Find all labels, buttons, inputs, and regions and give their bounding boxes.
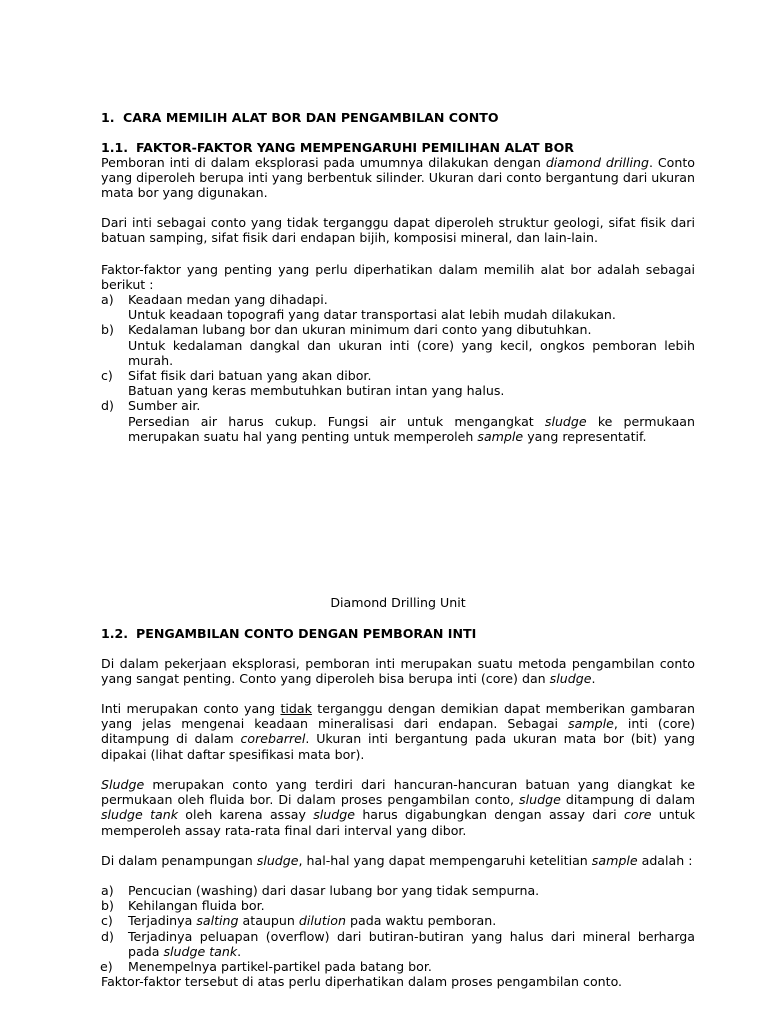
text-run: , inti (core) ditampung di dalam xyxy=(101,716,695,747)
italic-term: sample xyxy=(591,853,638,868)
section-1-2-paragraph-3 xyxy=(101,777,695,838)
italic-term: sludge tank xyxy=(163,943,238,959)
section-1-1-list xyxy=(101,292,695,444)
text-run: ditampung di dalam xyxy=(560,792,695,808)
list-item xyxy=(101,292,695,322)
text-run: Pemboran inti di dalam eksplorasi pada umumnya dilakukan dengan xyxy=(101,155,546,170)
list-marker: d) xyxy=(101,928,114,944)
list-item-description xyxy=(128,414,695,444)
list-item-text: Pencucian (washing) dari dasar lubang bor yang tidak sempurna. xyxy=(128,883,540,898)
list-marker: c) xyxy=(101,913,113,929)
list-item-text xyxy=(128,929,695,959)
section-1-1-paragraph-1 xyxy=(101,155,695,201)
list-item-description: Batuan yang keras membutuhkan butiran intan yang halus. xyxy=(128,383,505,399)
italic-term: sludge xyxy=(256,853,299,868)
list-item xyxy=(101,368,695,398)
text-run: ke permukaan merupakan suatu hal yang penting untuk memperoleh xyxy=(128,413,695,444)
text-run: oleh karena assay xyxy=(178,807,314,823)
italic-term: core xyxy=(623,807,652,823)
text-run: . Ukuran inti bergantung pada ukuran mata bor (bit) yang dipakai (lihat daftar spesifikasi mata bor). xyxy=(101,731,695,762)
text-run: pada waktu pemboran. xyxy=(345,913,497,929)
section-1-2-heading xyxy=(101,626,695,641)
underlined-term: tidak xyxy=(280,701,312,716)
list-marker: c) xyxy=(101,368,113,384)
list-item xyxy=(101,959,695,974)
text-run: Di dalam pekerjaan eksplorasi, pemboran inti merupakan suatu metoda pengambilan conto yang sangat penting. Conto yang diperoleh bisa berupa inti (core) dan xyxy=(101,656,695,687)
section-1-2-paragraph-2 xyxy=(101,701,695,762)
list-item-title: Sifat fisik dari batuan yang akan dibor. xyxy=(128,368,372,384)
list-marker: a) xyxy=(101,883,114,898)
list-marker: b) xyxy=(101,322,114,338)
italic-term: sludge xyxy=(313,807,356,823)
list-item-description: Untuk keadaan topografi yang datar transportasi alat lebih mudah dilakukan. xyxy=(128,307,616,323)
closing-sentence: Faktor-faktor tersebut di atas perlu diperhatikan dalam proses pengambilan conto. xyxy=(101,974,623,990)
italic-term: sludge xyxy=(519,792,561,808)
list-item xyxy=(101,898,695,913)
list-marker: a) xyxy=(101,292,114,307)
section-1-1-number: 1.1. xyxy=(101,140,129,155)
italic-term: diamond drilling xyxy=(545,155,649,170)
section-1-1-title: FAKTOR-FAKTOR YANG MEMPENGARUHI PEMILIHAN ALAT BOR xyxy=(136,140,574,155)
text-run: untuk memperoleh assay rata-rata final dari interval yang dibor. xyxy=(101,807,695,838)
section-1-2-paragraph-1 xyxy=(101,656,695,686)
italic-term: sludge tank xyxy=(101,807,178,823)
section-1-1-heading xyxy=(101,140,695,155)
list-item-title: Sumber air. xyxy=(128,398,201,414)
text-run: adalah : xyxy=(637,853,693,868)
section-1-2-title: PENGAMBILAN CONTO DENGAN PEMBORAN INTI xyxy=(136,626,477,641)
text-run: ataupun xyxy=(238,913,299,929)
text-run: harus digabungkan dengan assay dari xyxy=(355,807,624,823)
italic-term: Sludge xyxy=(101,777,145,792)
list-item-title: Kedalaman lubang bor dan ukuran minimum dari conto yang dibutuhkan. xyxy=(128,322,592,338)
italic-term: sludge xyxy=(544,413,587,429)
italic-term: sludge xyxy=(549,671,592,687)
list-item-title: Keadaan medan yang dihadapi. xyxy=(128,292,328,307)
text-run: yang representatif. xyxy=(523,428,647,444)
text-run: terganggu dengan demikian dapat memberikan gambaran yang jelas mengenai keadaan mineralisasi dari endapan. Sebagai xyxy=(101,701,695,732)
list-item xyxy=(101,398,695,444)
italic-term: dilution xyxy=(298,913,346,929)
italic-term: corebarrel xyxy=(240,731,306,747)
section-1-2-number: 1.2. xyxy=(101,626,129,641)
text-run: Persedian air harus cukup. Fungsi air untuk mengangkat xyxy=(128,413,545,429)
section-1-number: 1. xyxy=(101,110,115,125)
section-1-1-paragraph-2: Dari inti sebagai conto yang tidak terganggu dapat diperoleh struktur geologi, sifat fisik dari batuan samping, sifat fisik dari endapan bijih, komposisi mineral, dan lain-lain. xyxy=(101,215,695,246)
text-run: . Conto yang diperoleh berupa inti yang berbentuk silinder. Ukuran dari conto bergantung dari ukuran mata bor yang digunakan. xyxy=(101,155,695,201)
text-run: Terjadinya peluapan (overflow) dari butiran-butiran yang halus dari mineral berharga pada xyxy=(128,928,695,959)
section-1-1-paragraph-3: Faktor-faktor yang penting yang perlu diperhatikan dalam memilih alat bor adalah sebagai berikut : xyxy=(101,262,695,293)
list-item xyxy=(101,883,695,898)
text-run: Terjadinya xyxy=(128,913,197,929)
list-item-text: Menempelnya partikel-partikel pada batang bor. xyxy=(128,959,432,975)
section-1-2-list xyxy=(101,883,695,989)
list-item xyxy=(101,913,695,928)
section-1-2-paragraph-4 xyxy=(101,853,695,868)
list-item-text xyxy=(128,913,695,928)
text-run: merupakan conto yang terdiri dari hancuran-hancuran batuan yang diangkat ke permukaan oleh fluida bor. Di dalam proses pengambilan conto, xyxy=(101,777,695,808)
list-marker: b) xyxy=(101,898,114,914)
text-run: . xyxy=(591,671,596,687)
italic-term: salting xyxy=(196,913,239,929)
italic-term: sample xyxy=(477,428,524,444)
list-item-description: Untuk kedalaman dangkal dan ukuran inti (core) yang kecil, ongkos pemboran lebih murah. xyxy=(128,337,695,368)
italic-term: sample xyxy=(568,716,614,732)
text-run: Di dalam penampungan xyxy=(101,853,257,868)
list-item xyxy=(101,322,695,368)
list-item-text: Kehilangan fluida bor. xyxy=(128,898,265,914)
list-marker: d) xyxy=(101,398,114,414)
list-item xyxy=(101,929,695,959)
text-run: . xyxy=(237,943,242,959)
section-1-title: CARA MEMILIH ALAT BOR DAN PENGAMBILAN CONTO xyxy=(123,110,499,125)
list-marker: e) xyxy=(100,959,113,975)
section-1-heading xyxy=(101,110,695,125)
text-run: Inti merupakan conto yang xyxy=(101,701,281,716)
text-run: , hal-hal yang dapat mempengaruhi ketelitian xyxy=(298,853,592,868)
figure-caption: Diamond Drilling Unit xyxy=(330,595,466,610)
